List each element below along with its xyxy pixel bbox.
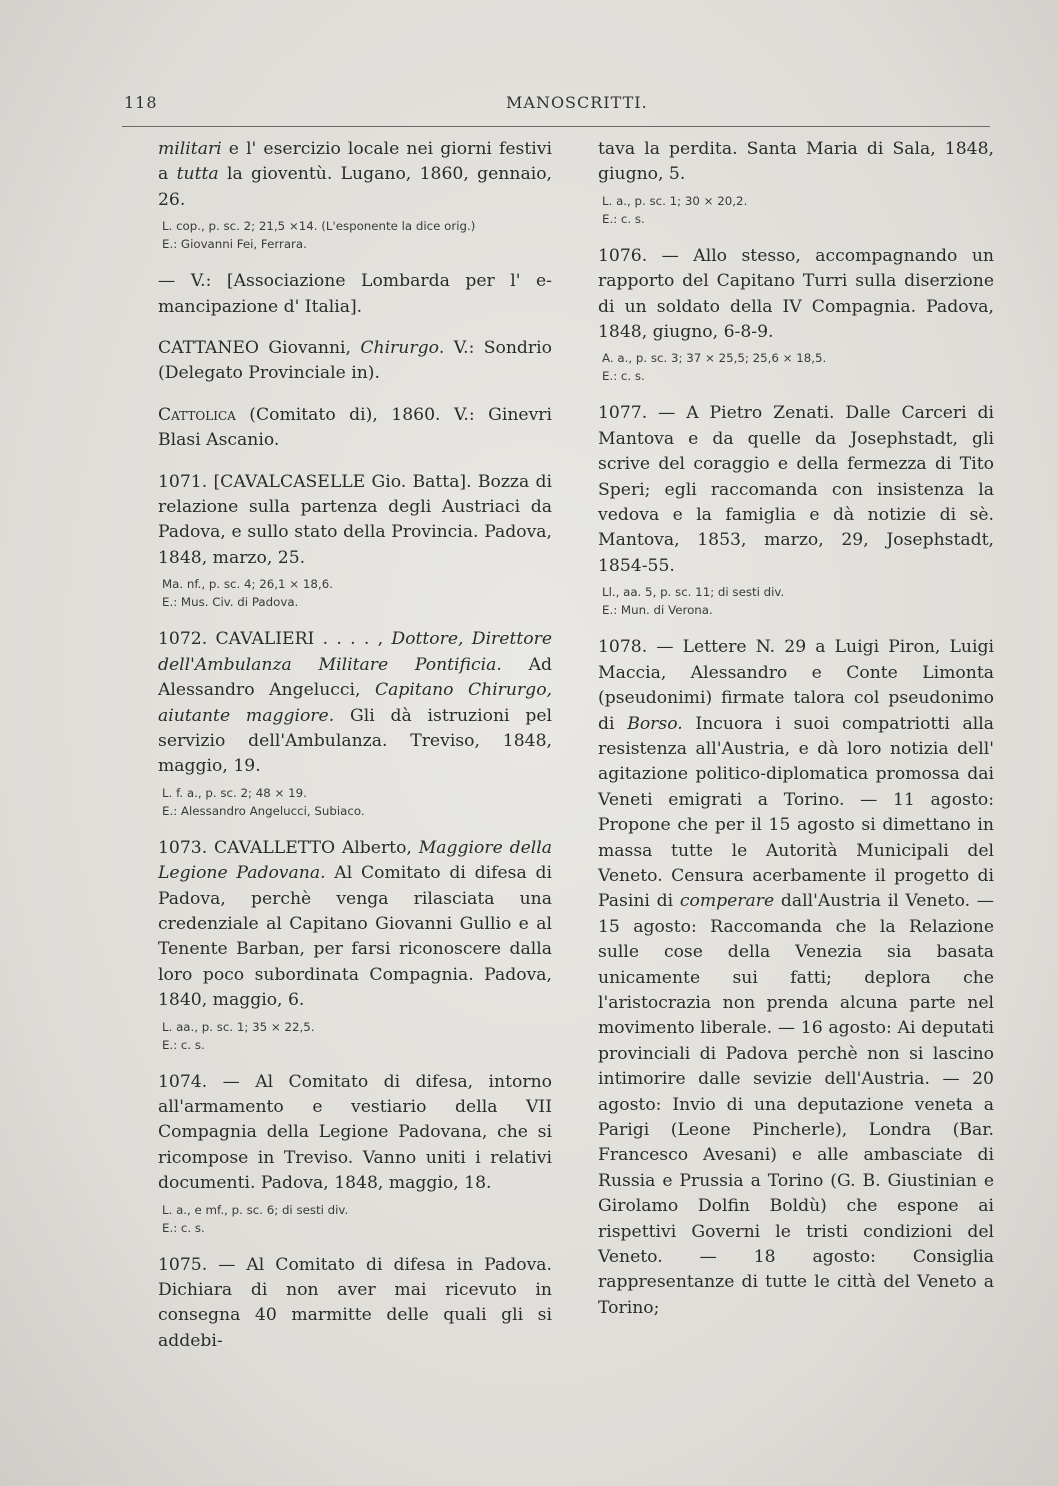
italic-text: Dottore, Direttore dell'Ambulanza Militare Pontificia.: [158, 629, 552, 675]
entry-continued-right: [598, 137, 994, 228]
italic-text: militari: [158, 139, 222, 159]
entry-1077: [598, 401, 994, 619]
note-line: E.: Mus. Civ. di Padova.: [162, 595, 299, 610]
entry-1071: [158, 470, 552, 612]
entry-text: — V.: [Associazione Lombarda per l' e-mancipazione d' Italia].: [158, 271, 552, 317]
note-line: Ma. nf., p. sc. 4; 26,1 × 18,6.: [162, 577, 333, 592]
text: e l' esercizio locale nei giorni festivi a: [158, 139, 552, 185]
note-line: Ll., aa. 5, p. sc. 11; di sesti div.: [602, 585, 785, 600]
entry-note: [162, 217, 552, 253]
entry-continued-left: [158, 137, 552, 253]
entry-note: [602, 349, 994, 385]
small-caps-text: Cattolica: [158, 404, 236, 425]
note-line: E.: Mun. di Verona.: [602, 603, 713, 618]
italic-text: tutta: [176, 164, 219, 185]
entry-text: [598, 635, 994, 1321]
entry-v-associazione: [158, 269, 552, 320]
text: Incuora i suoi compatriotti alla resistenza all'Austria, e dà loro notizia dell' agitazione politico-diplomatica promossa dai Veneti emigrati a Torino. — 11 agosto: Propone che per il 15 agosto si dimettano in massa tutte le Autorità Municipali del Veneto. Censura acerbamente il progetto di Pasini di: [598, 713, 995, 912]
text: 1073. CAVALLETTO Alberto,: [158, 837, 419, 858]
entry-text: 1075. — Al Comitato di difesa in Padova. Dichiara di non aver mai ricevuto in consegna 40 marmitte delle quali gli si addebi-: [158, 1254, 552, 1351]
entry-text: [158, 137, 552, 213]
text: 1072. CAVALIERI . . . . ,: [158, 629, 392, 650]
text: (Comitato di), 1860. V.: Ginevri Blasi Ascanio.: [158, 404, 552, 451]
note-line: E.: c. s.: [162, 1037, 205, 1052]
italic-text: Capitano Chirurgo, aiutante maggiore.: [158, 680, 553, 726]
text: 1078. — Lettere N. 29 a Luigi Piron, Luigi Maccia, Alessandro e Conte Limonta (pseudonimi) firmate talora col pseudonimo di: [598, 637, 994, 734]
entry-cattaneo: [158, 336, 552, 387]
entry-1075: [158, 1253, 552, 1355]
entry-text: [158, 836, 552, 1014]
entry-note: [162, 575, 552, 611]
note-line: E.: Giovanni Fei, Ferrara.: [162, 237, 307, 252]
note-line: L. f. a., p. sc. 2; 48 × 19.: [162, 785, 307, 800]
note-line: A. a., p. sc. 3; 37 × 25,5; 25,6 × 18,5.: [602, 351, 827, 366]
italic-text: Chirurgo: [360, 338, 439, 359]
entry-text: 1077. — A Pietro Zenati. Dalle Carceri di Mantova e da quelle da Josephstadt, gli scrive del coraggio e della fermezza di Tito Speri; egli raccomanda con insistenza la vedova e la famiglia e dà notizie di sè. Mantova, 1853, marzo, 29, Josephstadt, 1854-55.: [598, 403, 994, 576]
text: . V.: Sondrio (Delegato Provinciale in).: [158, 338, 552, 384]
entry-text: [158, 403, 552, 454]
text: Al Comitato di difesa di Padova, perchè venga rilasciata una credenziale al Capitano Giovanni Gullio e al Tenente Barban, per farsi riconoscere dalla loro poco subordinata Compagnia. Padova, 1840, maggio, 6.: [158, 863, 552, 1011]
text: Ad Alessandro Angelucci,: [158, 654, 552, 701]
page-header: [124, 93, 992, 117]
entry-text: 1071. [CAVALCASELLE Gio. Batta]. Bozza di relazione sulla partenza degli Austriaci da Padova, e sullo stato della Provincia. Padova, 1848, marzo, 25.: [158, 471, 552, 568]
entry-text: 1074. — Al Comitato di difesa, intorno all'armamento e vestiario della VII Compagnia della Legione Padovana, che si ricompose in Treviso. Vanno uniti i relativi documenti. Padova, 1848, maggio, 18.: [158, 1071, 552, 1194]
entry-text: tava la perdita. Santa Maria di Sala, 1848, giugno, 5.: [598, 139, 994, 185]
entry-note: [602, 583, 994, 619]
entry-1072: [158, 627, 552, 819]
note-line: E.: c. s.: [162, 1220, 205, 1235]
text: dall'Austria il Veneto. — 15 agosto: Raccomanda che la Relazione sulle cose della Venezia sia basata unicamente sui fatti; deplora che l'aristocrazia non prenda alcuna parte nel movimento liberale. — 16 agosto: Ai deputati provinciali di Padova perchè non si lascino intimorire dalle sevizie dell'Austria. — 20 agosto: Invio di una deputazione veneta a Parigi (Leone Pincherle), Londra (Bar. Francesco Avesani) e alle ambasciate di Russia e Prussia a Torino (G. B. Giustinian e Girolamo Dolfin Boldù) che espone ai rispettivi Governi le tristi condizioni del Veneto. — 18 agosto: Consiglia rappresentanze di tutte le città del Veneto a Torino;: [598, 891, 994, 1318]
italic-text: Maggiore della Legione Padovana.: [158, 837, 553, 884]
right-column: [598, 137, 994, 1337]
note-line: L. cop., p. sc. 2; 21,5 ×14. (L'esponente la dice orig.): [162, 219, 476, 234]
text: Gli dà istruzioni pel servizio dell'Ambulanza. Treviso, 1848, maggio, 19.: [158, 705, 552, 777]
entry-note: [602, 192, 994, 228]
italic-text: Borso.: [627, 713, 683, 734]
note-line: E.: c. s.: [602, 369, 645, 384]
note-line: L. aa., p. sc. 1; 35 × 22,5.: [162, 1019, 315, 1034]
page-number: 118: [124, 93, 158, 112]
note-line: E.: Alessandro Angelucci, Subiaco.: [162, 803, 365, 818]
entry-note: [162, 784, 552, 820]
header-rule: [122, 126, 990, 127]
entry-1074: [158, 1070, 552, 1237]
note-line: E.: c. s.: [602, 211, 645, 226]
italic-text: comperare: [679, 891, 775, 912]
entry-text: 1076. — Allo stesso, accompagnando un rapporto del Capitano Turri sulla diserzione di un soldato della IV Compagnia. Padova, 1848, giugno, 6-8-9.: [598, 245, 994, 343]
note-line: L. a., e mf., p. sc. 6; di sesti div.: [162, 1202, 349, 1217]
note-line: L. a., p. sc. 1; 30 × 20,2.: [602, 193, 748, 208]
entry-note: [162, 1018, 552, 1054]
entry-1076: [598, 244, 994, 386]
running-title: MANOSCRITTI.: [506, 93, 648, 112]
entry-cattolica: [158, 403, 552, 454]
entry-1073: [158, 836, 552, 1054]
left-column: [158, 137, 552, 1370]
entry-note: [162, 1201, 552, 1237]
entry-text: [158, 336, 552, 387]
text: la gioventù. Lugano, 1860, gennaio, 26.: [158, 164, 552, 210]
entry-text: [158, 627, 552, 779]
text: CATTANEO Giovanni,: [158, 338, 361, 359]
entry-1078: [598, 635, 994, 1321]
